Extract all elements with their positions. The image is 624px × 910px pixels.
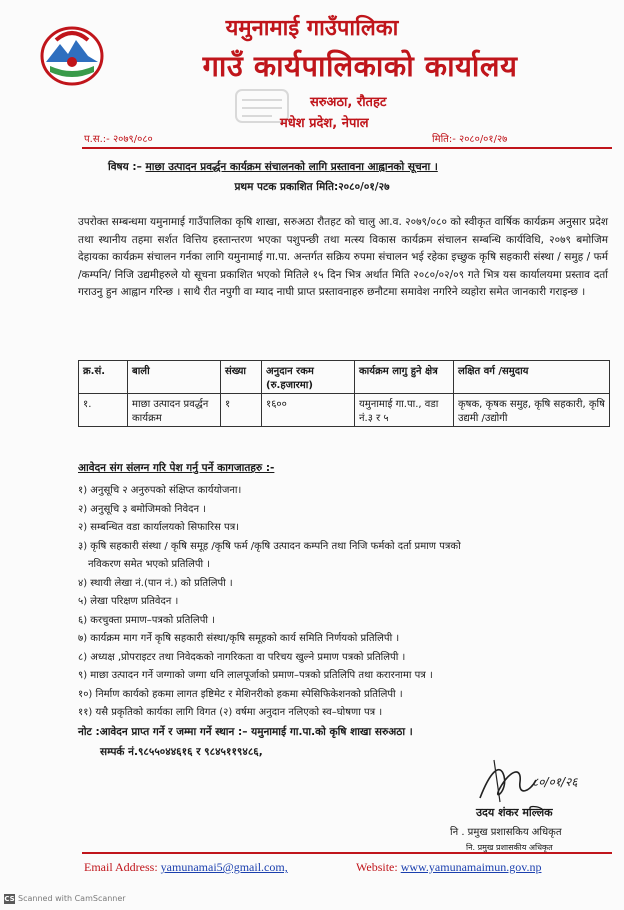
table-cell: यमुनामाई गा.पा., वडा नं.३ र ५ xyxy=(355,394,454,427)
list-item: ९) माछा उत्पादन गर्ने जग्गाको जग्गा धनि लालपूर्जाको प्रमाण–पत्रको प्रतिलिपि तथा करारनामा पत्र । xyxy=(78,670,433,681)
scanner-text: Scanned with CamScanner xyxy=(18,894,126,903)
camscanner-logo-icon: CS xyxy=(4,895,15,903)
documents-list xyxy=(78,482,608,723)
list-item: २) अनुसूचि ३ बमोजिमको निवेदन । xyxy=(78,503,206,515)
program-table xyxy=(78,360,610,427)
table-row xyxy=(79,394,610,427)
subject-text: माछा उत्पादन प्रवर्द्धन कार्यक्रम संचालनको लागि प्रस्तावना आह्वानको सूचना । xyxy=(145,161,438,173)
table-cell: १६०० xyxy=(262,394,355,427)
table-header-cell: संख्या xyxy=(221,361,262,394)
published-date: प्रथम पटक प्रकाशित मिति:२०८०/०१/२७ xyxy=(234,181,390,193)
footer-divider xyxy=(82,852,612,854)
list-item: १) अनुसूचि २ अनुरुपको संक्षिप्त कार्ययोजना। xyxy=(78,485,242,496)
signature-date-scrawl: ८०/०१/२६ xyxy=(532,775,578,789)
scanner-watermark xyxy=(4,894,126,904)
contact-numbers: सम्पर्क नं.९८५५०४४६१६ र ९८४५११९४८६, xyxy=(100,746,263,758)
municipality-name: यमुनामाई गाउँपालिका xyxy=(225,16,399,41)
subject-label: विषय :– xyxy=(108,161,142,173)
list-item: नविकरण समेत भएको प्रतिलिपी । xyxy=(88,559,211,570)
letter-date: मिति:- २०८०/०१/२७ xyxy=(432,134,508,145)
table-header-cell: अनुदान रकम (रु.हजारमा) xyxy=(262,361,355,394)
table-header-cell: कार्यक्रम लागु हुने क्षेत्र xyxy=(355,361,454,394)
office-province: मधेश प्रदेश, नेपाल xyxy=(280,116,369,131)
email-link[interactable]: yamunamai5@gmail.com, xyxy=(160,860,288,874)
website-link[interactable]: www.yamunamaimun.gov.np xyxy=(400,860,542,874)
table-header-row xyxy=(79,361,610,394)
signature-icon xyxy=(470,752,600,812)
submission-note: नोट :आवेदन प्राप्त गर्ने र जम्मा गर्ने स्थान :– यमुनामाई गा.पा.को कृषि शाखा सरुअठा । xyxy=(78,726,413,738)
header-divider xyxy=(82,147,612,149)
table-cell: १ xyxy=(221,394,262,427)
list-item: १०) निर्माण कार्यको हकमा लागत इष्टिमेट र मेशिनरीको हकमा स्पेसिफिकेशनको प्रतिलिपी । xyxy=(78,688,403,700)
table-cell: १. xyxy=(79,394,128,427)
office-location: सरुअठा, रौतहट xyxy=(310,95,387,110)
table-header-cell: क्र.सं. xyxy=(79,361,128,394)
signer-role: नि . प्रमुख प्रशासकिय अधिकृत xyxy=(450,827,562,838)
email-label: Email Address: xyxy=(84,860,158,874)
table-cell: कृषक, कृषक समुह, कृषि सहकारी, कृषि उद्यमी /उद्योगी xyxy=(454,394,610,427)
list-item: ५) लेखा परिक्षण प्रतिवेदन । xyxy=(78,596,179,607)
signer-stamp-text: नि. प्रमुख प्रशासकीय अधिकृत xyxy=(466,843,553,852)
documents-heading: आवेदन संग संलग्न गरि पेश गर्नु पर्ने कागजातहरु :- xyxy=(78,462,275,474)
reference-number: प.स.:- २०७९/०८० xyxy=(84,134,153,145)
list-item: ७) कार्यक्रम माग गर्ने कृषि सहकारी संस्था/कृषि समूहको कार्य समिति निर्णयको प्रतिलिपी । xyxy=(78,633,400,644)
list-item: ११) यसै प्रकृतिको कार्यका लागि विगत (२) वर्षमा अनुदान नलिएको स्व–घोषणा पत्र । xyxy=(78,707,383,718)
list-item: ३) कृषि सहकारी संस्था / कृषि समूह /कृषि फर्म /कृषि उत्पादन कम्पनि तथा निजि फर्मको दर्ता प्रमाण पत्रको xyxy=(78,540,461,552)
website-label: Website: xyxy=(356,860,398,874)
table-cell: माछा उत्पादन प्रवर्द्धन कार्यक्रम xyxy=(128,394,221,427)
table-header-cell: बाली xyxy=(128,361,221,394)
list-item: २) सम्बन्धित वडा कार्यालयको सिफारिस पत्र। xyxy=(78,522,240,533)
list-item: ८) अध्यक्ष ,प्रोपराइटर तथा निवेदकको नागरिकता वा परिचय खुल्ने प्रमाण पत्रको प्रतिलिपी । xyxy=(78,651,406,663)
footer-website xyxy=(356,860,541,875)
list-item: ४) स्थायी लेखा नं.(पान नं.) को प्रतिलिपी । xyxy=(78,577,233,589)
list-item: ६) करचुक्ता प्रमाण–पत्रको प्रतिलिपी । xyxy=(78,614,215,626)
office-title: गाउँ कार्यपालिकाको कार्यालय xyxy=(202,49,518,83)
body-paragraph: उपरोक्त सम्बन्धमा यमुनामाई गाउँपालिका कृषि शाखा, सरुअठा रौतहट को चालु आ.व. २०७९/०८० को स्वीकृत वार्षिक कार्यक्रम अनुसार प्रदेश तथा स्थानीय तहमा सर्शत वित्तिय हस्तान्तरण भएका पशुपन्छी तथा मत्स्य विकास कार्यक्रम संचालन सम्बन्धि कार्यविधि, २०७९ बमोजिम देहायका कार्यक्रम संचालन गर्नका लागि यमुनामाई गा.पा. अन्तर्गत सक्रिय रुपमा संचालन भई रहेका इच्छुक कृषि सहकारी संस्था / समुह / फर्म /कम्पनि/ निजि उद्यमीहरुले यो सूचना प्रकाशित भएको मितिले १५ दिन भित्र अर्थात मिति २०८०/०२/०९ गते भित्र यस कार्यालयमा प्रस्ताव दर्ता गराउनु हुन आह्वान गरिन्छ । साथै रीत नपुगी वा म्याद नाघी प्राप्त प्रस्तावनाहरु छनौटमा समावेश नगरिने व्यहोरा समेत जानकारी गराइन्छ । xyxy=(78,216,608,298)
signer-name: उदय शंकर मल्लिक xyxy=(476,806,553,819)
table-header-cell: लक्षित वर्ग /समुदाय xyxy=(454,361,610,394)
footer-email xyxy=(84,860,288,875)
subject-line xyxy=(108,160,438,174)
office-address xyxy=(300,92,600,110)
